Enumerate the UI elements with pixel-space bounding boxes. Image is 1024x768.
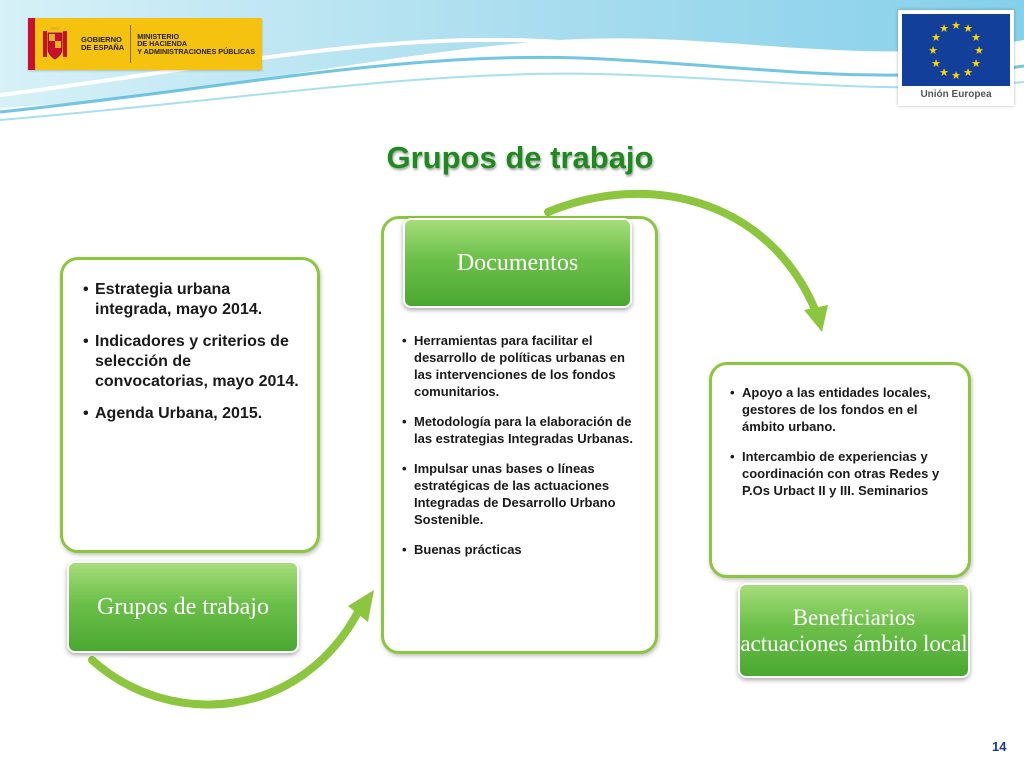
grupos-de-trabajo-box	[60, 257, 320, 553]
svg-text:★: ★	[951, 69, 961, 82]
coat-of-arms-icon	[35, 18, 75, 70]
svg-text:★: ★	[939, 22, 949, 35]
svg-text:★: ★	[971, 31, 981, 44]
svg-text:★: ★	[928, 44, 938, 57]
svg-text:★: ★	[963, 66, 973, 79]
beneficiarios-label: Beneficiarios actuaciones ámbito local	[738, 583, 970, 678]
beneficiarios-box	[709, 362, 971, 578]
union-europea-logo	[898, 10, 1014, 106]
list-item: • Agenda Urbana, 2015.	[83, 404, 299, 424]
list-item: • Intercambio de experiencias y coordinación con otras Redes y P.Os Urbact II y III. Seminarios	[730, 448, 954, 499]
list-item: • Indicadores y criterios de selección de convocatorias, mayo 2014.	[83, 332, 299, 392]
list-item: • Herramientas para facilitar el desarrollo de políticas urbanas en las intervenciones de los fondos comunitarios.	[402, 332, 637, 400]
grupos-list	[63, 260, 317, 424]
list-item: • Metodología para la elaboración de las estrategias Integradas Urbanas.	[402, 413, 637, 447]
svg-text:★: ★	[951, 19, 961, 32]
gobierno-text: GOBIERNO DE ESPAÑA	[75, 25, 131, 63]
svg-text:★: ★	[931, 31, 941, 44]
flag-strip	[28, 18, 35, 70]
beneficiarios-list	[712, 365, 968, 499]
list-item: • Buenas prácticas	[402, 541, 637, 558]
grupos-de-trabajo-label: Grupos de trabajo	[67, 561, 299, 653]
svg-text:★: ★	[931, 57, 941, 70]
list-item: • Estrategia urbana integrada, mayo 2014.	[83, 280, 299, 320]
documentos-label: Documentos	[403, 218, 632, 308]
ministerio-text: MINISTERIO DE HACIENDA Y ADMINISTRACIONES PÚBLICAS	[137, 31, 256, 56]
list-item: • Impulsar unas bases o líneas estratégicas de las actuaciones Integradas de Desarrollo Urbano Sostenible.	[402, 460, 637, 528]
gobierno-espana-logo	[28, 18, 262, 70]
list-item: • Apoyo a las entidades locales, gestores de los fondos en el ámbito urbano.	[730, 384, 954, 435]
svg-text:★: ★	[974, 44, 984, 57]
svg-text:★: ★	[971, 57, 981, 70]
svg-text:★: ★	[939, 66, 949, 79]
eu-caption: Unión Europea	[920, 89, 992, 100]
svg-text:★: ★	[963, 22, 973, 35]
eu-flag-icon	[902, 14, 1010, 86]
page-number: 14	[992, 739, 1007, 754]
page-title: Grupos de trabajo	[386, 140, 654, 175]
